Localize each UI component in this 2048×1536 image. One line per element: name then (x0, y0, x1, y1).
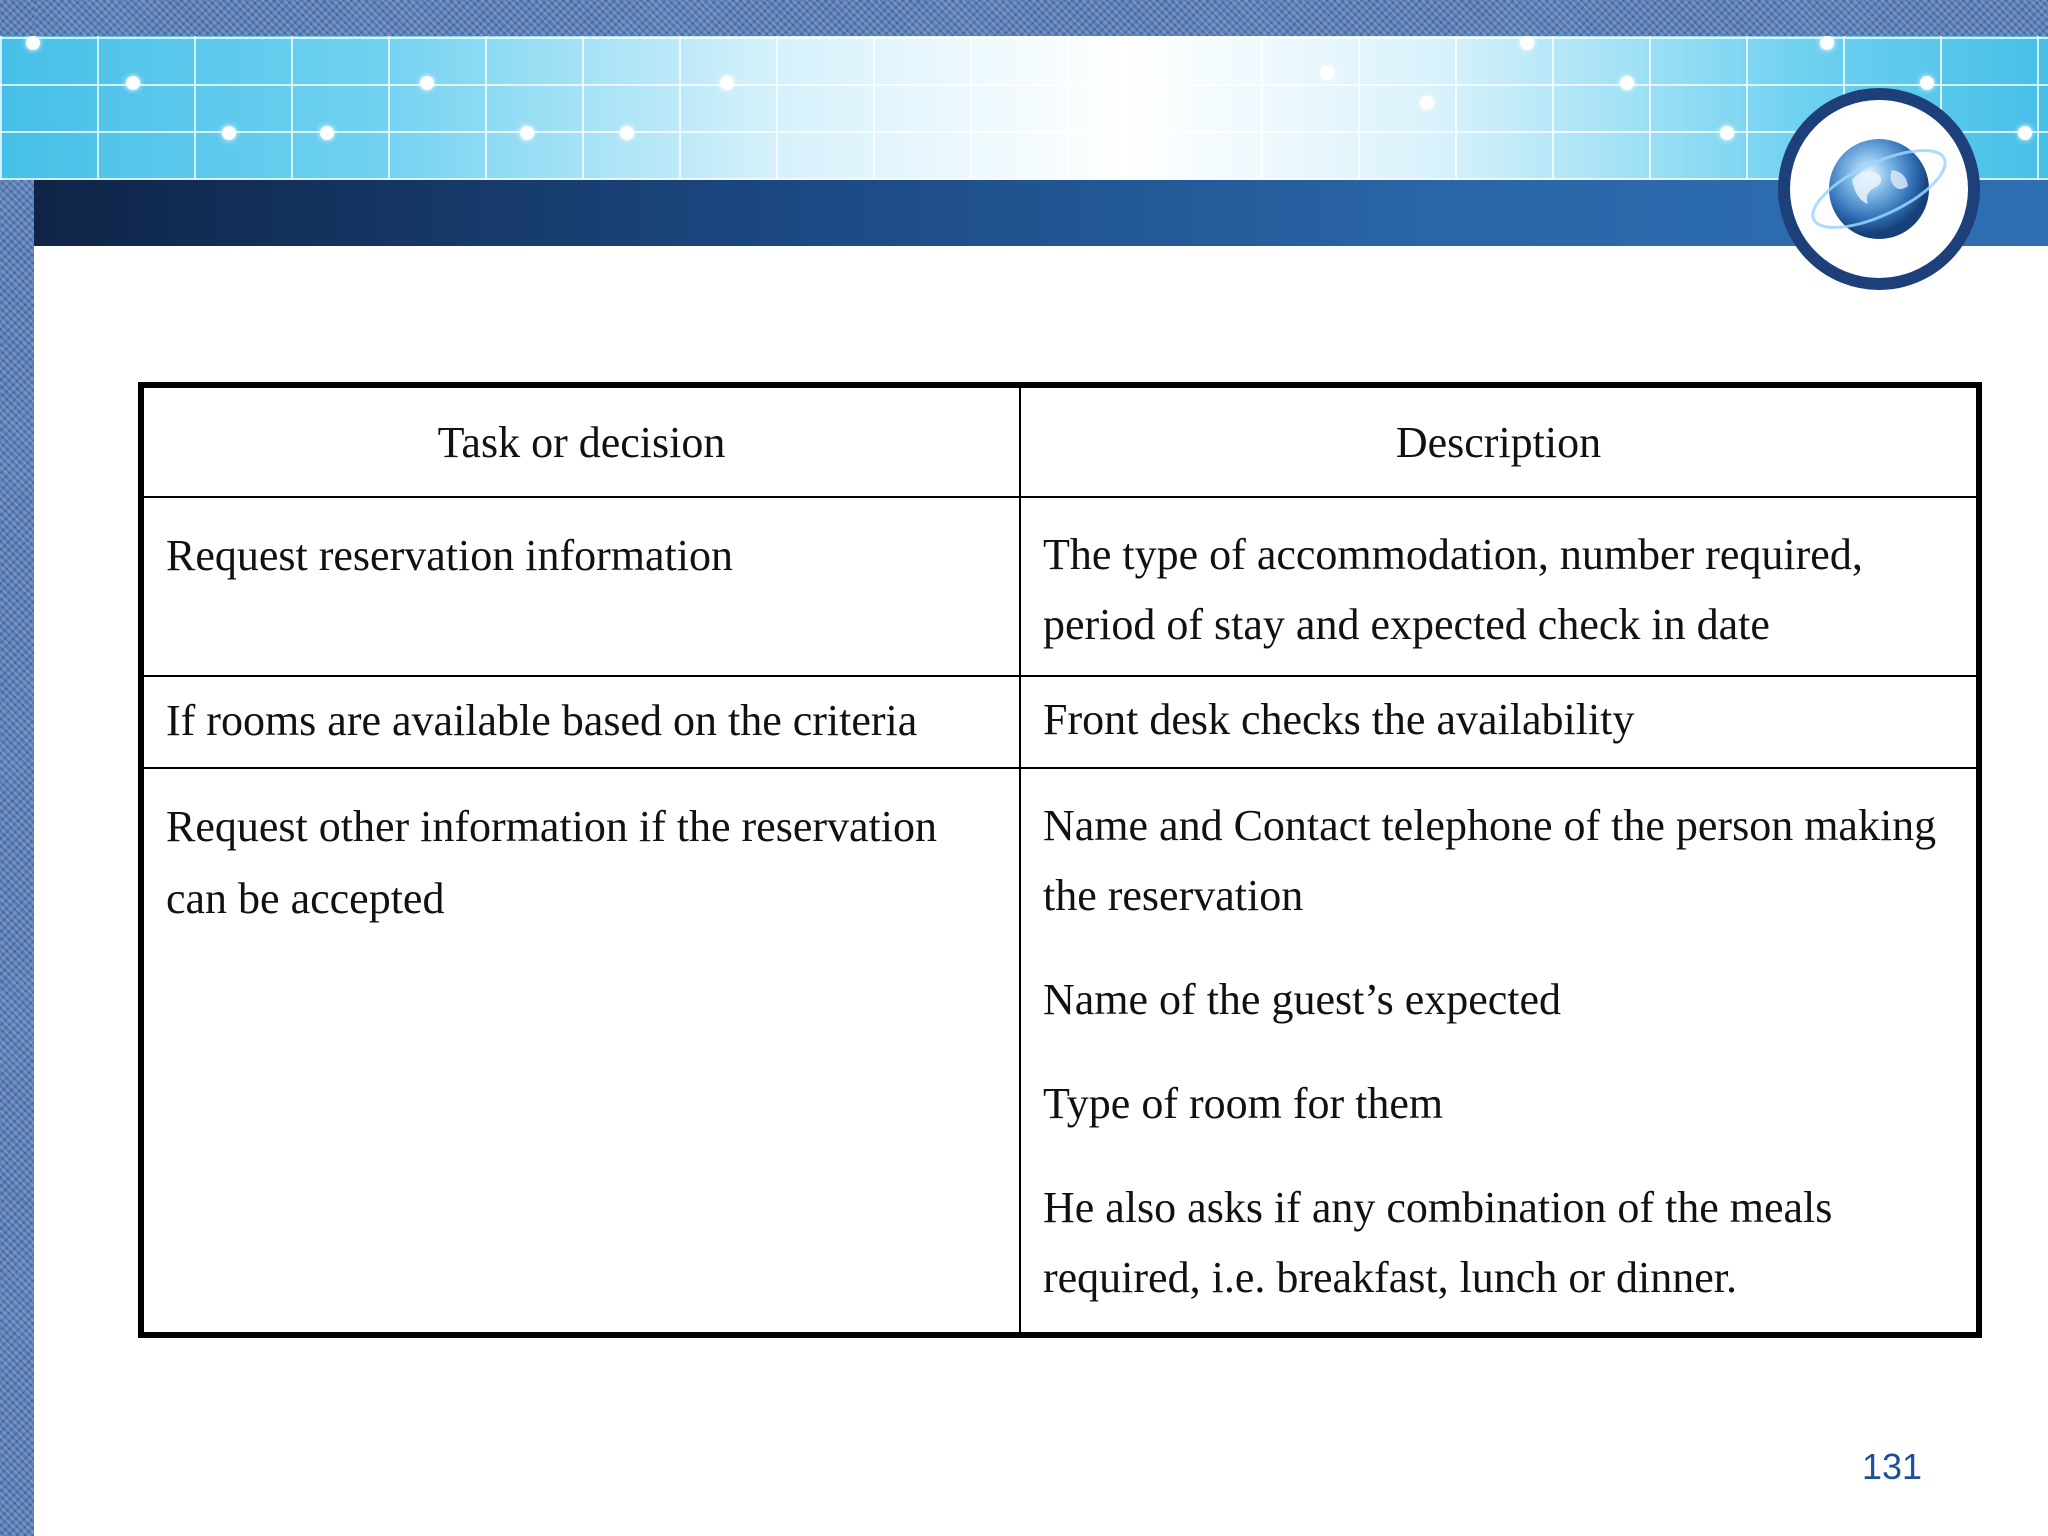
description-cell (1020, 497, 1977, 676)
banner-sparkle (1920, 76, 1934, 90)
denim-top-border (0, 0, 2048, 36)
banner-sparkle (320, 126, 334, 140)
description-cell (1020, 676, 1977, 768)
banner-sparkle (1520, 36, 1534, 50)
description-cell (1020, 768, 1977, 1333)
table-row (143, 497, 1977, 676)
banner-sparkle (2018, 126, 2032, 140)
description-text: Name and Contact telephone of the person making the reservation (1043, 801, 1937, 920)
description-text: He also asks if any combination of the meals required, i.e. breakfast, lunch or dinner. (1043, 1183, 1833, 1302)
denim-left-border (0, 0, 34, 1536)
task-cell: Request other information if the reservation can be accepted (143, 768, 1020, 1333)
banner-sparkle (620, 126, 634, 140)
banner-sparkle (222, 126, 236, 140)
header-dark-bar (34, 180, 2048, 246)
header-task-or-decision: Task or decision (143, 387, 1020, 497)
table-header-row (143, 387, 1977, 497)
banner-sparkle (26, 36, 40, 50)
description-text: The type of accommodation, number required, period of stay and expected check in date (1043, 530, 1863, 649)
banner-sparkle (1320, 66, 1334, 80)
globe-icon (1790, 100, 1968, 278)
description-text: Type of room for them (1043, 1079, 1444, 1128)
header-grid-banner (0, 36, 2048, 180)
task-cell: Request reservation information (143, 497, 1020, 676)
banner-sparkle (420, 76, 434, 90)
table-row (143, 768, 1977, 1333)
banner-sparkle (1820, 36, 1834, 50)
banner-sparkle (1620, 76, 1634, 90)
banner-sparkle (1420, 96, 1434, 110)
table-row (143, 676, 1977, 768)
banner-grid-lines (0, 36, 2048, 180)
description-text: Name of the guest’s expected (1043, 975, 1562, 1024)
banner-sparkle (126, 76, 140, 90)
globe-badge (1778, 88, 1980, 290)
banner-sparkle (720, 76, 734, 90)
header-description: Description (1020, 387, 1977, 497)
badge-cutoff (1770, 306, 1990, 346)
banner-sparkle (1720, 126, 1734, 140)
reservation-task-table (138, 382, 1982, 1338)
description-text: Front desk checks the availability (1043, 695, 1635, 744)
page-number: 131 (1862, 1446, 1923, 1487)
banner-sparkle (520, 126, 534, 140)
task-cell: If rooms are available based on the criteria (143, 676, 1020, 768)
